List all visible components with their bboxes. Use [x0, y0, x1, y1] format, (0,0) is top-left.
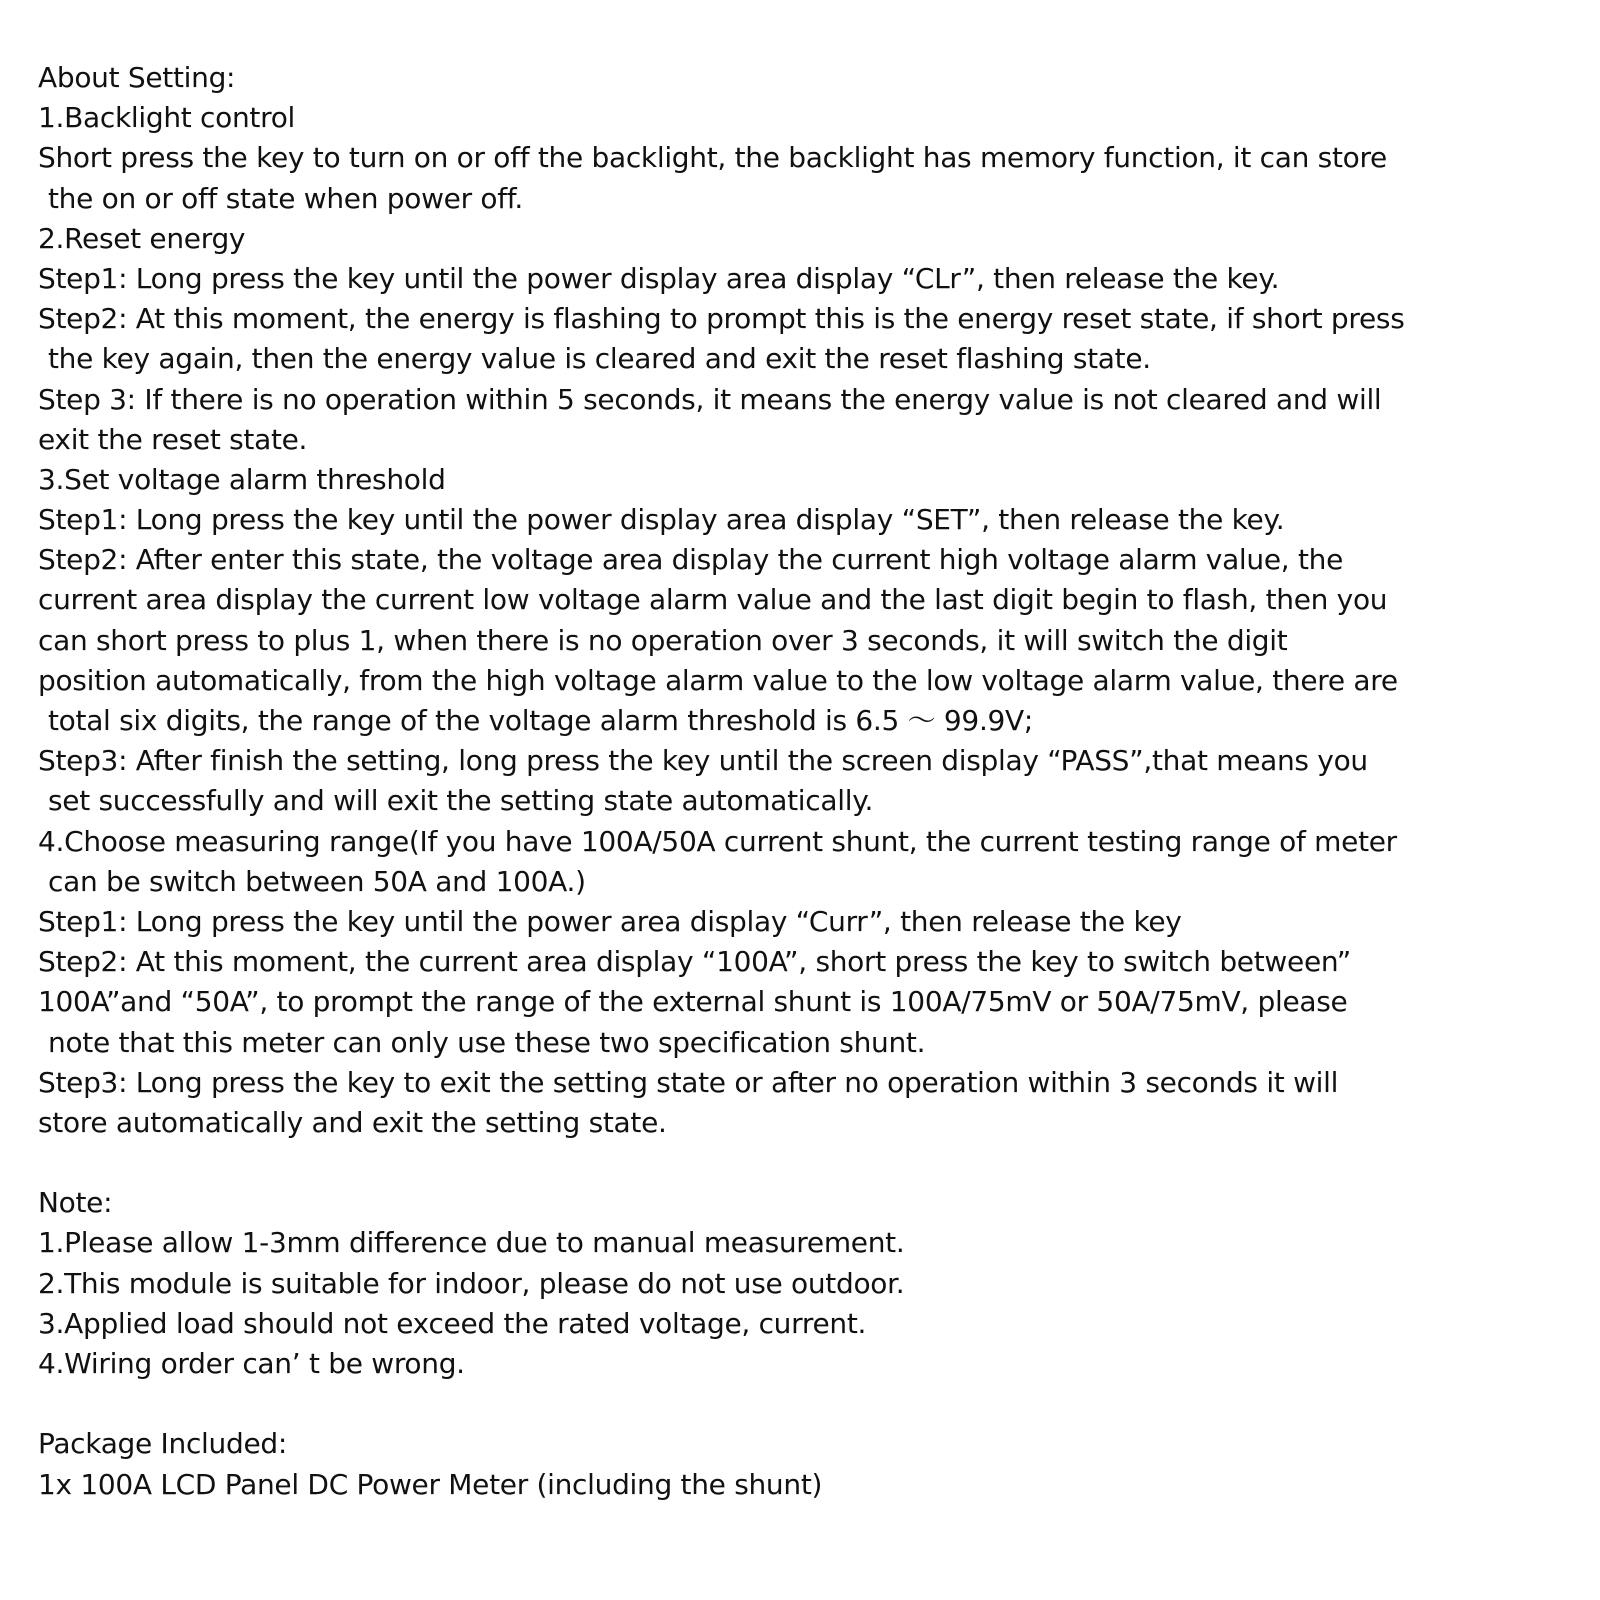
voltage-alarm-step1: Step1: Long press the key until the power display area display “SET”, then release the key.: [38, 503, 1285, 537]
reset-energy-step1: Step1: Long press the key until the power display area display “CLr”, then release the key.: [38, 261, 1280, 295]
measuring-range-step2-line-2: 100A”and “50A”, to prompt the range of the external shunt is 100A/75mV or 50A/75mV, please: [38, 985, 1348, 1019]
voltage-alarm-step2-line-2: current area display the current low voltage alarm value and the last digit begin to flash, then you: [38, 583, 1388, 617]
backlight-text-line-1: Short press the key to turn on or off the backlight, the backlight has memory function, it can store: [38, 141, 1387, 175]
measuring-range-title-line-1: 4.Choose measuring range(If you have 100A/50A current shunt, the current testing range of meter: [38, 824, 1397, 858]
package-heading: Package Included:: [38, 1427, 287, 1461]
reset-energy-step3-line-2: exit the reset state.: [38, 422, 308, 456]
backlight-title: 1.Backlight control: [38, 101, 296, 135]
backlight-text-line-2: the on or off state when power off.: [48, 181, 523, 215]
voltage-alarm-step2-line-1: Step2: After enter this state, the voltage area display the current high voltage alarm value, the: [38, 543, 1344, 577]
section-spacer: [38, 1143, 1578, 1183]
voltage-alarm-step3-line-2: set successfully and will exit the setting state automatically.: [48, 784, 874, 818]
reset-energy-step2-line-2: the key again, then the energy value is cleared and exit the reset flashing state.: [48, 342, 1151, 376]
reset-energy-step3-line-1: Step 3: If there is no operation within 5 seconds, it means the energy value is not cleared and will: [38, 382, 1382, 416]
voltage-alarm-step3-line-1: Step3: After finish the setting, long press the key until the screen display “PASS”,that means you: [38, 744, 1368, 778]
voltage-alarm-step2-line-4: position automatically, from the high voltage alarm value to the low voltage alarm value, there are: [38, 663, 1398, 697]
voltage-alarm-step2-line-5: total six digits, the range of the voltage alarm threshold is 6.5 ～ 99.9V;: [48, 704, 1034, 737]
measuring-range-step2-line-1: Step2: At this moment, the current area display “100A”, short press the key to switch between”: [38, 945, 1351, 979]
voltage-alarm-title: 3.Set voltage alarm threshold: [38, 462, 446, 496]
reset-energy-title: 2.Reset energy: [38, 221, 246, 255]
section-spacer: [38, 1384, 1578, 1424]
package-item: 1x 100A LCD Panel DC Power Meter (including the shunt): [38, 1467, 823, 1501]
note-section: [38, 1183, 1578, 1384]
note-item: 4.Wiring order can’ t be wrong.: [38, 1347, 465, 1380]
note-item: 2.This module is suitable for indoor, please do not use outdoor.: [38, 1266, 905, 1300]
measuring-range-title-line-2: can be switch between 50A and 100A.): [48, 864, 586, 898]
reset-energy-step2-line-1: Step2: At this moment, the energy is flashing to prompt this is the energy reset state, if short press: [38, 302, 1405, 336]
instruction-document: [38, 58, 1578, 1505]
note-heading: Note:: [38, 1186, 113, 1220]
voltage-alarm-step2-line-3: can short press to plus 1, when there is no operation over 3 seconds, it will switch the digit: [38, 623, 1288, 657]
package-section: [38, 1424, 1578, 1504]
note-item: 1.Please allow 1-3mm difference due to manual measurement.: [38, 1226, 905, 1260]
measuring-range-step3-line-1: Step3: Long press the key to exit the setting state or after no operation within 3 seconds it will: [38, 1065, 1339, 1099]
setting-section: [38, 58, 1578, 1143]
measuring-range-step3-line-2: store automatically and exit the setting state.: [38, 1105, 667, 1139]
note-item: 3.Applied load should not exceed the rated voltage, current.: [38, 1306, 867, 1340]
measuring-range-step2-line-3: note that this meter can only use these two specification shunt.: [48, 1025, 926, 1059]
measuring-range-step1: Step1: Long press the key until the power area display “Curr”, then release the key: [38, 904, 1182, 938]
setting-heading: About Setting:: [38, 61, 236, 94]
